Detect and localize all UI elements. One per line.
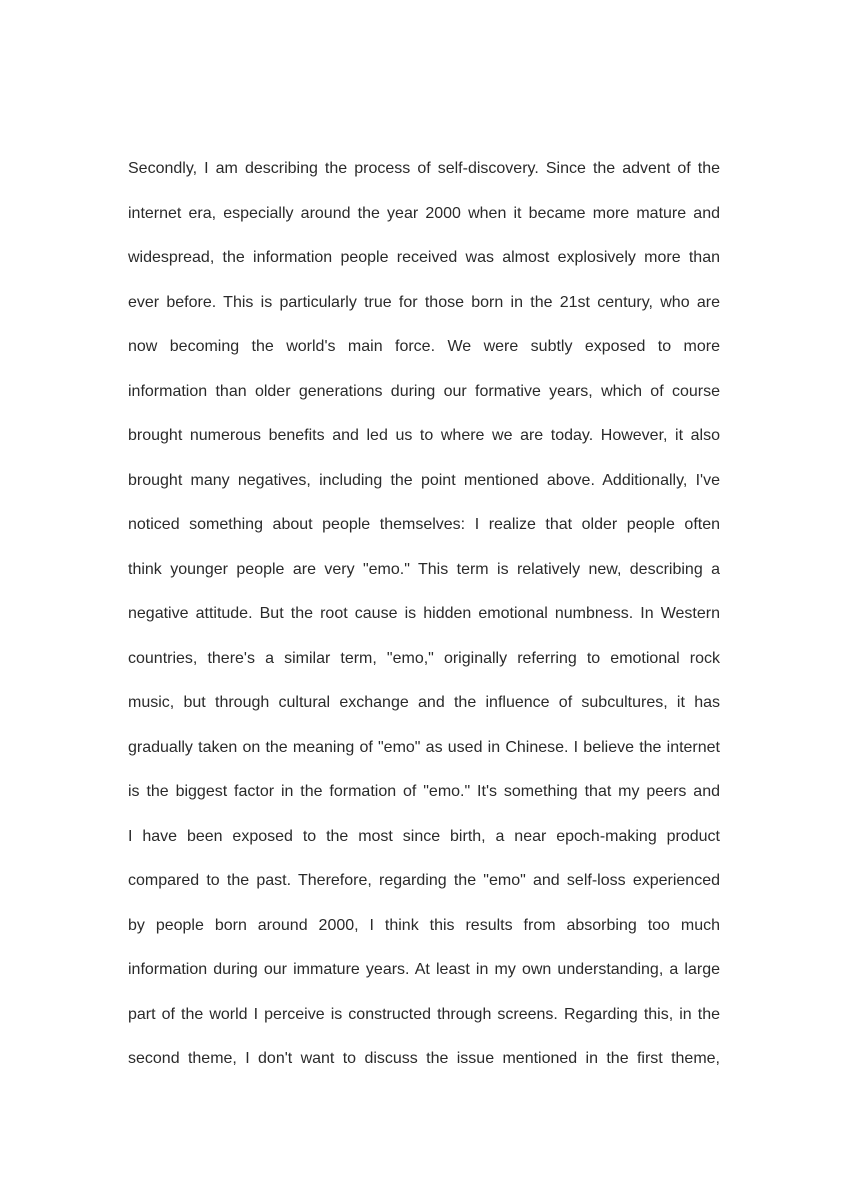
text-line: information than older generations during our formative years, which of course	[128, 382, 720, 400]
text-line: now becoming the world's main force. We were subtly exposed to more	[128, 338, 720, 355]
text-line: think younger people are very "emo." This term is relatively new, describing a	[128, 560, 720, 578]
text-line: second theme, I don't want to discuss the issue mentioned in the first theme,	[128, 1050, 720, 1067]
text-line: brought numerous benefits and led us to where we are today. However, it also	[128, 427, 720, 444]
text-line: widespread, the information people received was almost explosively more than	[128, 249, 720, 266]
body-paragraph	[128, 147, 720, 1082]
text-line: negative attitude. But the root cause is hidden emotional numbness. In Western	[128, 605, 720, 622]
text-line: is the biggest factor in the formation of "emo." It's something that my peers and	[128, 783, 720, 800]
text-line: music, but through cultural exchange and the influence of subcultures, it has	[128, 694, 720, 711]
text-line: information during our immature years. At least in my own understanding, a large	[128, 961, 720, 978]
text-line: gradually taken on the meaning of "emo" as used in Chinese. I believe the internet	[128, 738, 720, 756]
text-line: ever before. This is particularly true for those born in the 21st century, who are	[128, 293, 720, 311]
text-line: compared to the past. Therefore, regarding the "emo" and self-loss experienced	[128, 872, 720, 889]
text-line: noticed something about people themselves: I realize that older people often	[128, 516, 720, 533]
text-line: I have been exposed to the most since birth, a near epoch-making product	[128, 827, 720, 845]
text-line: countries, there's a similar term, "emo," originally referring to emotional rock	[128, 649, 720, 667]
text-line: internet era, especially around the year 2000 when it became more mature and	[128, 204, 720, 222]
text-line: by people born around 2000, I think this results from absorbing too much	[128, 916, 720, 934]
text-line: Secondly, I am describing the process of self-discovery. Since the advent of the	[128, 160, 720, 177]
text-line: brought many negatives, including the point mentioned above. Additionally, I've	[128, 471, 720, 489]
text-line: part of the world I perceive is constructed through screens. Regarding this, in the	[128, 1005, 720, 1023]
